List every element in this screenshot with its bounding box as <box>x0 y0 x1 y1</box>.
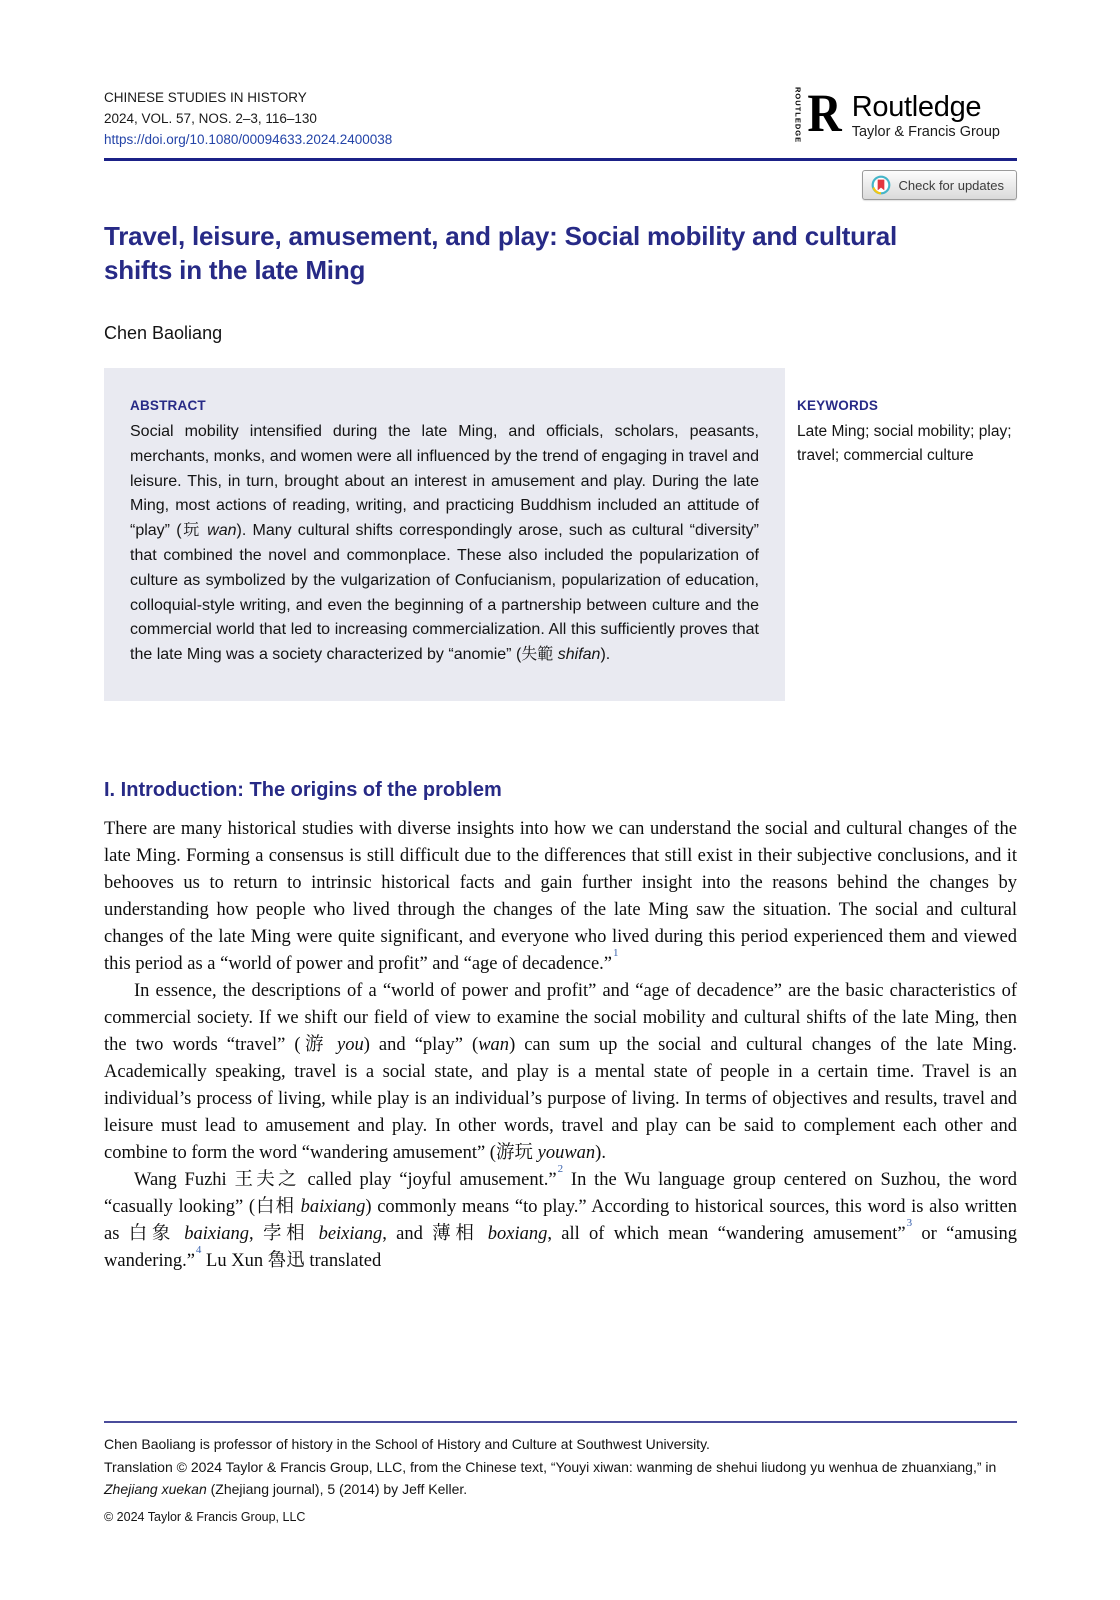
text-run: ) commonly means “to play.” According to historical sources, this word is also written as 白象 <box>104 1197 1017 1244</box>
keywords-text: Late Ming; social mobility; play; travel; commercial culture <box>797 423 1012 464</box>
text-run: Translation © 2024 Taylor & Francis Group, LLC, from the Chinese text, “Youyi xiwan: wanming de shehui liudong yu wenhua de zhuanxiang,” in <box>104 1458 997 1475</box>
body-paragraph-1 <box>104 816 1017 978</box>
section-heading: I. Introduction: The origins of the problem <box>104 779 502 801</box>
italic-term: baixiang <box>184 1224 250 1244</box>
text-run: In the Wu language group centered on Suzhou, the word “casually looking” (白相 <box>104 1170 1017 1217</box>
footnote-ref[interactable]: 4 <box>195 1243 202 1256</box>
text-run: ) can sum up the social and cultural changes of the late Ming. Academically speaking, travel is a social state, and play is a mental state of people in a certain time. Travel is an individual’s process of living, while play is an individual’s purpose of living. In terms of objectives and results, travel and leisure must lead to amusement and play. In other words, travel and play can be said to complement each other and combine to form the word “wandering amusement” (游玩 <box>104 1035 1017 1163</box>
footnote-ref[interactable]: 1 <box>613 946 619 959</box>
footnote-ref[interactable]: 2 <box>557 1162 564 1175</box>
journal-name: CHINESE STUDIES IN HISTORY <box>104 90 307 105</box>
italic-term: boxiang <box>487 1224 548 1244</box>
abstract-heading: ABSTRACT <box>130 398 206 413</box>
publisher-name: Routledge <box>851 91 982 123</box>
text-run: ). Many cultural shifts correspondingly arose, such as cultural “diversity” that combined the novel and commonplace. These also included the popularization of culture as symbolized by the vulgarization of Confucianism, popularization of education, colloquial-style writing, and even the beginning of a partnership between culture and the commercial world that led to increasing commercialization. All this sufficiently proves that the late Ming was a society characterized by “anomie” (失範 <box>130 522 759 664</box>
check-for-updates-label: Check for updates <box>898 177 1004 193</box>
text-run: (Zhejiang journal), 5 (2014) by Jeff Keller. <box>206 1481 468 1497</box>
text-run: or “amusing wandering.” <box>104 1224 1017 1271</box>
italic-term: wan <box>207 522 237 540</box>
abstract-box <box>104 368 785 701</box>
text-run: , and 薄相 <box>382 1224 488 1244</box>
crossmark-icon <box>871 175 891 195</box>
italic-term: beixiang <box>318 1224 383 1244</box>
article-author: Chen Baoliang <box>104 323 223 343</box>
journal-masthead <box>104 87 392 150</box>
doi-link[interactable]: https://doi.org/10.1080/00094633.2024.2400038 <box>104 132 393 147</box>
text-run: , all of which mean “wandering amusement” <box>547 1224 906 1244</box>
text-run: ). <box>595 1143 606 1163</box>
italic-term: Zhejiang xuekan <box>104 1481 207 1497</box>
text-run: , 孛相 <box>249 1224 319 1244</box>
check-for-updates-button[interactable] <box>862 170 1017 200</box>
text-run: ) and “play” ( <box>363 1035 479 1055</box>
keywords-heading: KEYWORDS <box>797 398 879 413</box>
footnote-ref[interactable]: 3 <box>906 1216 913 1229</box>
text-run: Wang Fuzhi 王夫之 called play “joyful amusement.” <box>134 1170 557 1190</box>
italic-term: wan <box>478 1035 510 1055</box>
author-bio: Chen Baoliang is professor of history in the School of History and Culture at Southwest University. <box>104 1436 710 1452</box>
publisher-group: Taylor & Francis Group <box>851 124 1000 140</box>
body-paragraph-3 <box>104 1162 1017 1275</box>
translation-note <box>104 1456 1017 1501</box>
journal-issue: 2024, VOL. 57, NOS. 2–3, 116–130 <box>104 111 317 126</box>
italic-term: you <box>336 1035 364 1055</box>
article-body <box>104 816 1017 1275</box>
italic-term: youwan <box>537 1143 596 1163</box>
body-paragraph-2 <box>104 978 1017 1167</box>
italic-term: shifan <box>557 646 601 664</box>
text-run: Lu Xun 魯迅 translated <box>201 1251 382 1271</box>
article-title: Travel, leisure, amusement, and play: Social mobility and cultural shifts in the late Ming <box>104 221 898 285</box>
italic-term: baixiang <box>300 1197 366 1217</box>
footer-divider <box>104 1421 1017 1423</box>
article-footer <box>104 1421 1017 1528</box>
text-run: There are many historical studies with diverse insights into how we can understand the social and cultural changes of the late Ming. Forming a consensus is still difficult due to the differences that still exist in their subjective conclusions, and it behooves us to return to intrinsic historical facts and gain further insight into the reasons behind the changes by understanding how people who lived through the changes of the late Ming saw the situation. The social and cultural changes of the late Ming were quite significant, and everyone who lived during this period experienced them and viewed this period as a “world of power and profit” and “age of decadence.” <box>104 819 1017 974</box>
routledge-r-icon: R <box>807 83 842 143</box>
routledge-logo <box>794 85 1000 145</box>
keywords-box <box>797 368 1025 467</box>
text-run: Social mobility intensified during the late Ming, and officials, scholars, peasants, merchants, monks, and women were all influenced by the trend of engaging in travel and leisure. This, in turn, brought about an interest in amusement and play. During the late Ming, most actions of reading, writing, and practicing Buddhism included an attitude of “play” (玩 <box>130 423 759 540</box>
header-divider <box>104 158 1017 161</box>
copyright-line: © 2024 Taylor & Francis Group, LLC <box>104 1509 306 1524</box>
abstract-text <box>130 420 759 668</box>
publisher-names <box>852 85 1000 140</box>
text-run: In essence, the descriptions of a “world of power and profit” and “age of decadence” are the basic characteristics of commercial society. If we shift our field of view to examine the social mobility and cultural shifts of the late Ming, then the two words “travel” (游 <box>104 981 1017 1055</box>
routledge-vertical-text: ROUTLEDGE <box>793 87 803 144</box>
text-run: ). <box>600 646 611 664</box>
